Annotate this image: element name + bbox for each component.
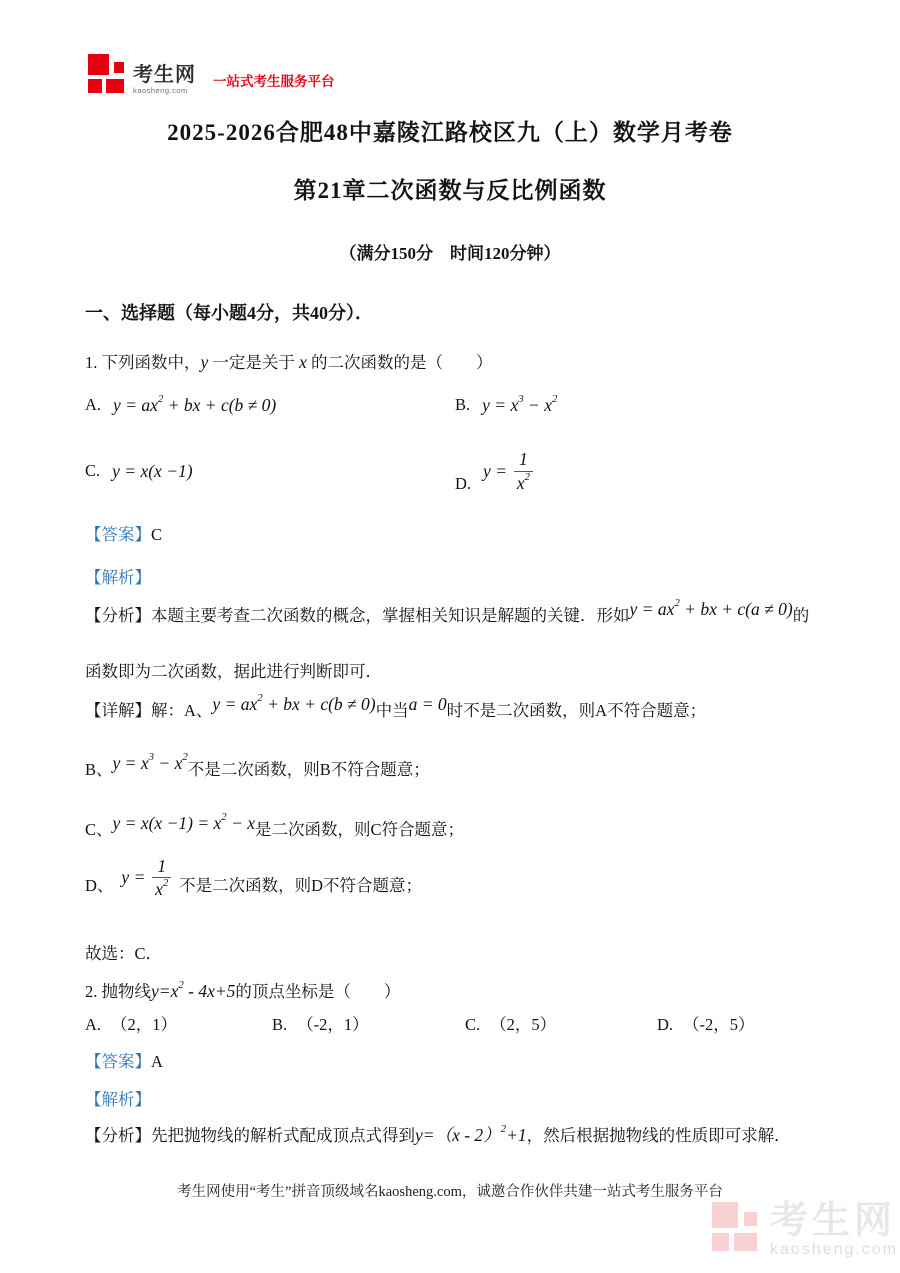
- fenxi-formula: y=（x - 2）$^2$+1: [415, 1123, 527, 1145]
- fraction: [514, 449, 533, 492]
- option-formula-fraction: [483, 449, 533, 492]
- fraction-numerator: 1: [514, 449, 533, 471]
- q1-fenxi-paragraph: [85, 581, 815, 700]
- answer-value: A: [151, 1052, 163, 1071]
- detail-a-mid: 中当: [375, 701, 409, 720]
- fraction-denominator: $x^2$: [155, 877, 169, 900]
- q2-answer-line: [85, 1048, 815, 1072]
- fenxi-text-1: 本题主要考查二次函数的概念，掌握相关知识是解题的关键．形如: [151, 606, 630, 625]
- logo-tagline: 一站式考生服务平台: [213, 74, 335, 89]
- q2-options-row: [85, 1011, 815, 1035]
- detail-d-lead: D、: [85, 876, 114, 896]
- answer-value: C: [151, 525, 163, 544]
- fenxi-text-2: ，然后根据抛物线的性质即可求解．: [526, 1126, 791, 1145]
- detail-c-lead: C、: [85, 820, 113, 839]
- logo-text-block: [133, 65, 196, 95]
- score-time-meta: （满分150分 时间120分钟）: [339, 244, 561, 263]
- option-label: D.: [455, 474, 472, 493]
- q1-stem-post: 的二次函数的是（ ）: [310, 353, 493, 372]
- fraction-lhs: y =: [121, 867, 146, 888]
- fenxi-text-2: 的函数即为二次函数，据此进行判断即可．: [85, 606, 810, 681]
- option-label: A.: [85, 1015, 102, 1034]
- answer-label: 【答案】: [85, 1052, 151, 1071]
- q2-stem-pre: 2. 抛物线: [85, 982, 151, 1001]
- section-heading: 一、选择题（每小题4分，共40分）．: [85, 303, 373, 323]
- q1-option-a: [85, 381, 455, 429]
- watermark-name: 考生网: [770, 1200, 897, 1242]
- q1-detail-line-d: [85, 856, 815, 899]
- fenxi-formula: $y = ax^2$ + bx + c(a ≠ 0): [629, 597, 793, 619]
- detail-b-tail: 不是二次函数，则B不符合题意；: [187, 760, 430, 779]
- detail-b-formula: $y = x^3 - x^2$: [112, 751, 188, 773]
- q1-options-row-2: [85, 440, 815, 502]
- q1-stem-mid: 一定是关于: [212, 353, 295, 372]
- fraction: [152, 856, 171, 899]
- q1-option-c: [85, 440, 455, 502]
- fenxi-text-1: 先把抛物线的解析式配成顶点式得到: [151, 1126, 415, 1145]
- detail-d-tail: 不是二次函数，则D不符合题意；: [179, 876, 423, 896]
- fraction-numerator: 1: [152, 856, 171, 878]
- option-label: C.: [465, 1015, 481, 1034]
- option-text: （2，5）: [490, 1015, 557, 1034]
- option-formula: y = x(x −1): [112, 460, 193, 481]
- detail-d-formula-fraction: [121, 856, 171, 899]
- answer-label: 【答案】: [85, 525, 151, 544]
- watermark-domain: kaosheng.com: [770, 1241, 899, 1258]
- exam-title: 2025-2026合肥48中嘉陵江路校区九（上）数学月考卷: [167, 120, 733, 145]
- watermark-logo-icon: [712, 1202, 757, 1252]
- q2-fenxi-paragraph: [85, 1122, 815, 1147]
- option-label: B.: [272, 1015, 288, 1034]
- watermark-text-block: [770, 1202, 898, 1259]
- q1-stem-var-y: y: [200, 352, 209, 372]
- q1-detail-line-b: [85, 753, 815, 780]
- detail-a-formula-2: a = 0: [408, 694, 447, 714]
- q2-stem-post: 的顶点坐标是（ ）: [235, 982, 401, 1001]
- fraction-denominator: $x^2$: [516, 470, 530, 493]
- kaosheng-logo-icon: [88, 54, 124, 94]
- q1-detail-line-c: [85, 813, 815, 840]
- option-text: （2，1）: [111, 1015, 178, 1034]
- option-label: C.: [85, 461, 101, 480]
- q2-option-a: [85, 1011, 272, 1035]
- detail-a-lead: 解：A、: [151, 701, 213, 720]
- q1-answer-line: [85, 521, 815, 545]
- fenxi-label: 【分析】: [85, 1126, 151, 1145]
- detail-c-formula: $y = x(x -1) = x^2 - x$: [112, 811, 256, 833]
- option-formula: $y = x^3 - x^2$: [482, 392, 558, 415]
- q2-option-d: [657, 1011, 755, 1035]
- footer-text: 考生网使用“考生”拼音顶级域名kaosheng.com，诚邀合作伙伴共建一站式考生服务平台: [177, 1184, 723, 1200]
- chapter-subtitle: 第21章二次函数与反比例函数: [293, 178, 607, 203]
- q2-stem-formula: $y=x^2 - 4x+5$: [151, 979, 236, 1001]
- q2-option-c: [465, 1011, 657, 1035]
- question-2-stem: [85, 978, 815, 1002]
- logo-domain: kaosheng.com: [133, 85, 188, 95]
- detail-b-lead: B、: [85, 760, 113, 779]
- q2-option-b: [272, 1011, 465, 1035]
- option-label: A.: [85, 395, 102, 414]
- option-text: （-2，5）: [683, 1015, 755, 1034]
- option-label: D.: [657, 1015, 674, 1034]
- xiangjie-label: 【详解】: [85, 701, 151, 720]
- q1-detail-line-a: [85, 694, 815, 721]
- detail-c-tail: 是二次函数，则C符合题意；: [255, 820, 465, 839]
- detail-a-tail: 时不是二次函数，则A不符合题意；: [446, 701, 707, 720]
- q1-conclusion: 故选：C．: [85, 944, 163, 963]
- q1-stem-pre: 1. 下列函数中，: [85, 353, 201, 372]
- logo-name: 考生网: [133, 63, 196, 86]
- watermark-logo: [712, 1202, 898, 1259]
- q1-options-row-1: [85, 381, 815, 429]
- q1-option-b: [455, 381, 557, 429]
- detail-a-formula-1: $y = ax^2$ + bx + c(b ≠ 0): [212, 692, 376, 714]
- option-label: B.: [455, 395, 471, 414]
- jiexi-label: 【解析】: [85, 568, 151, 587]
- q1-stem-var-x: x: [299, 352, 307, 372]
- option-formula: $y = ax^2$ + bx + c(b ≠ 0): [113, 392, 277, 415]
- jiexi-label: 【解析】: [85, 1090, 151, 1109]
- option-text: （-2，1）: [297, 1015, 369, 1034]
- kaosheng-logo: [88, 54, 335, 94]
- fraction-lhs: y =: [483, 460, 507, 481]
- fenxi-label: 【分析】: [85, 606, 151, 625]
- q1-option-d: [455, 440, 533, 502]
- question-1-stem: [85, 349, 815, 373]
- q2-jiexi-line: [85, 1086, 815, 1110]
